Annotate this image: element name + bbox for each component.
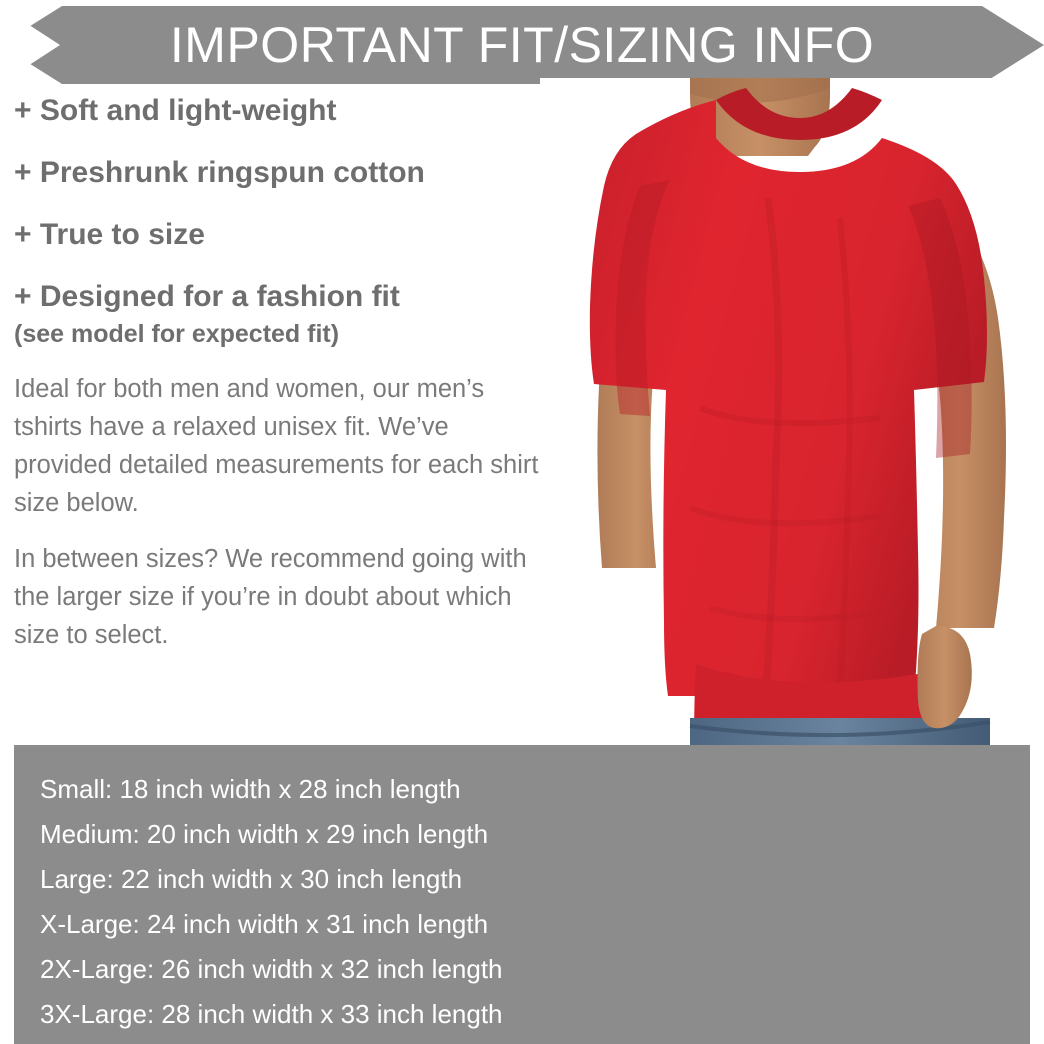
description-paragraph-2: In between sizes? We recommend going with the larger size if you’re in doubt about which size to select.: [14, 545, 527, 649]
model-photo: [540, 78, 1044, 748]
size-row-2xlarge: 2X-Large: 26 inch width x 32 inch length: [40, 954, 503, 984]
page-title: IMPORTANT FIT/SIZING INFO: [169, 17, 875, 73]
size-row-3xlarge: 3X-Large: 28 inch width x 33 inch length: [40, 999, 503, 1029]
size-row-medium: Medium: 20 inch width x 29 inch length: [40, 819, 489, 849]
model-illustration-icon: [540, 78, 1044, 748]
description-paragraph-1: Ideal for both men and women, our men’s tshirts have a relaxed unisex fit. We’ve provided detailed measurements for each shirt size below.: [14, 375, 539, 517]
banner: [0, 6, 1044, 84]
size-row-small: Small: 18 inch width x 28 inch length: [40, 774, 461, 804]
size-row-large: Large: 22 inch width x 30 inch length: [40, 864, 463, 894]
fit-details: [14, 92, 570, 672]
feature-item-2: + Preshrunk ringspun cotton: [14, 156, 425, 189]
feature-item-1: + Soft and light-weight: [14, 94, 337, 127]
feature-item-3: + True to size: [14, 218, 205, 251]
feature-item-4: + Designed for a fashion fit: [14, 280, 400, 313]
size-row-xlarge: X-Large: 24 inch width x 31 inch length: [40, 909, 489, 939]
size-chart: [14, 745, 1030, 1044]
feature-note: (see model for expected fit): [14, 320, 340, 348]
